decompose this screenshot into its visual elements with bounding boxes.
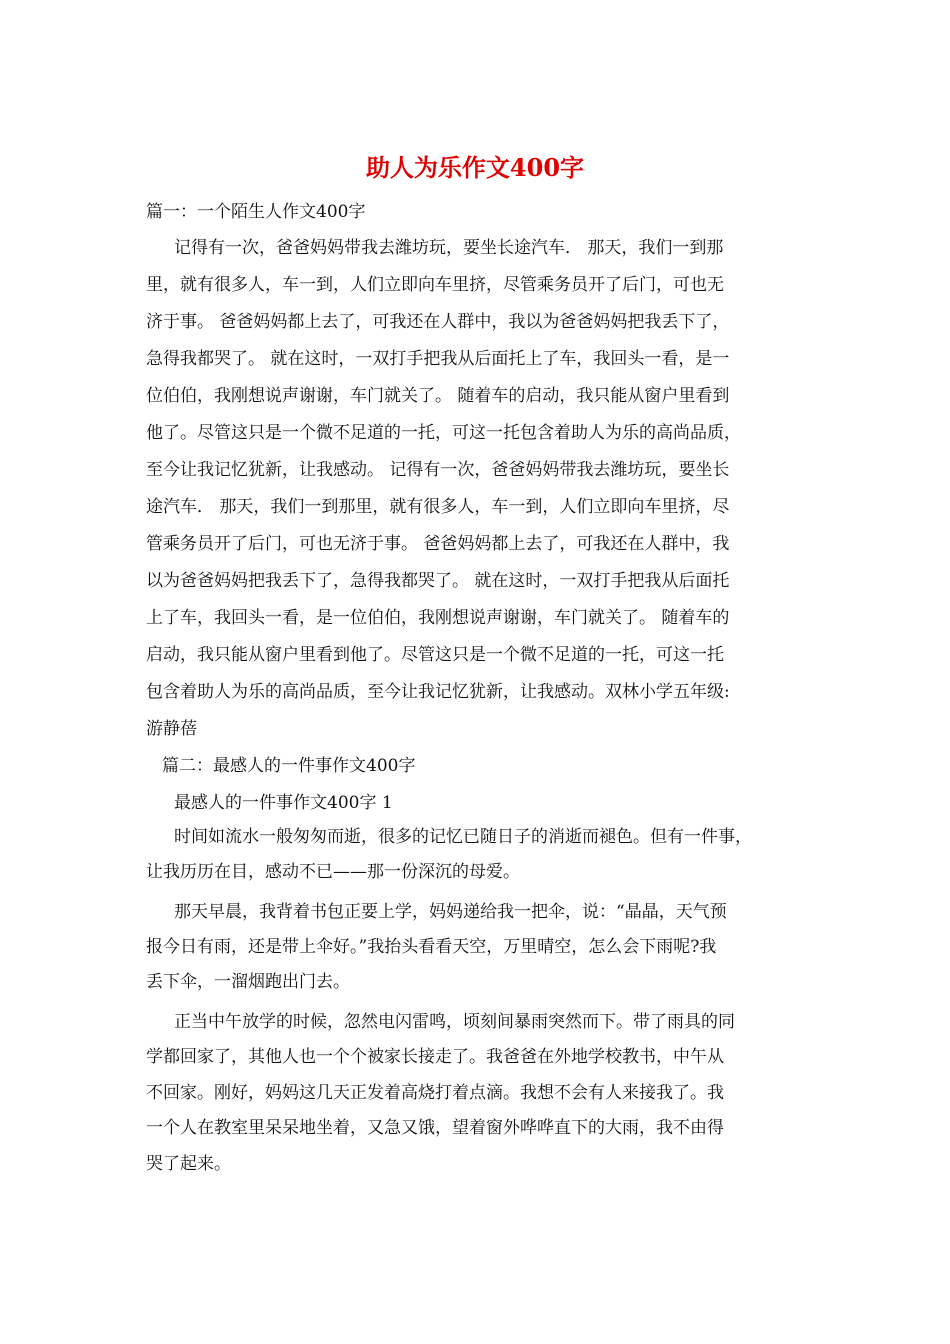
paragraph-line: 济于事。 爸爸妈妈都上去了，可我还在人群中，我以为爸爸妈妈把我丢下了， (146, 312, 730, 332)
paragraph-line: 一个人在教室里呆呆地坐着，又急又饿，望着窗外哗哗直下的大雨，我不由得 (146, 1118, 724, 1138)
paragraph-line: 正当中午放学的时候，忽然电闪雷鸣，顷刻间暴雨突然而下。带了雨具的同 (174, 1012, 735, 1032)
paragraph-line: 启动，我只能从窗户里看到他了。尽管这只是一个微不足道的一托，可这一托 (146, 645, 724, 665)
paragraph-line: 哭了起来。 (146, 1154, 231, 1174)
paragraph-line: 以为爸爸妈妈把我丢下了，急得我都哭了。 就在这时，一双打手把我从后面托 (146, 571, 730, 591)
paragraph-line: 丢下伞，一溜烟跑出门去。 (146, 972, 350, 992)
paragraph-line: 学都回家了，其他人也一个个被家长接走了。我爸爸在外地学校教书，中午从 (146, 1047, 724, 1067)
paragraph-line: 至今让我记忆犹新，让我感动。 记得有一次，爸爸妈妈带我去潍坊玩，要坐长 (146, 460, 730, 480)
paragraph-line: 游静蓓 (146, 719, 197, 739)
paragraph-line: 途汽车． 那天，我们一到那里，就有很多人，车一到，人们立即向车里挤，尽 (146, 497, 730, 517)
paragraph-line: 管乘务员开了后门，可也无济于事。 爸爸妈妈都上去了，可我还在人群中，我 (146, 534, 730, 554)
paragraph-line: 他了。尽管这只是一个微不足道的一托，可这一托包含着助人为乐的高尚品质， (146, 423, 741, 443)
section-heading-1: 篇一：一个陌生人作文400字 (146, 202, 366, 222)
paragraph-line: 报今日有雨，还是带上伞好。”我抬头看看天空，万里晴空，怎么会下雨呢?我 (146, 937, 717, 957)
paragraph-line: 不回家。刚好，妈妈这几天正发着高烧打着点滴。我想不会有人来接我了。我 (146, 1083, 724, 1103)
paragraph-line: 位伯伯，我刚想说声谢谢，车门就关了。 随着车的启动，我只能从窗户里看到 (146, 386, 730, 406)
paragraph-line: 里，就有很多人，车一到，人们立即向车里挤，尽管乘务员开了后门，可也无 (146, 275, 724, 295)
paragraph-line: 那天早晨，我背着书包正要上学，妈妈递给我一把伞，说：“晶晶，天气预 (174, 902, 727, 922)
paragraph-line: 急得我都哭了。 就在这时，一双打手把我从后面托上了车，我回头一看，是一 (146, 349, 730, 369)
paragraph-line: 包含着助人为乐的高尚品质，至今让我记忆犹新，让我感动。双林小学五年级: (146, 682, 730, 702)
paragraph-line: 记得有一次，爸爸妈妈带我去潍坊玩，要坐长途汽车． 那天，我们一到那 (174, 238, 724, 258)
paragraph-line: 时间如流水一般匆匆而逝，很多的记忆已随日子的消逝而褪色。但有一件事， (174, 827, 752, 847)
paragraph-line: 上了车，我回头一看，是一位伯伯，我刚想说声谢谢，车门就关了。 随着车的 (146, 608, 730, 628)
paragraph-line: 让我历历在目，感动不已——那一份深沉的母爱。 (146, 862, 520, 882)
section-heading-2: 篇二：最感人的一件事作文400字 (162, 756, 416, 776)
essay-subtitle: 最感人的一件事作文400字 1 (174, 793, 393, 813)
document-title: 助人为乐作文400字 (365, 153, 585, 182)
